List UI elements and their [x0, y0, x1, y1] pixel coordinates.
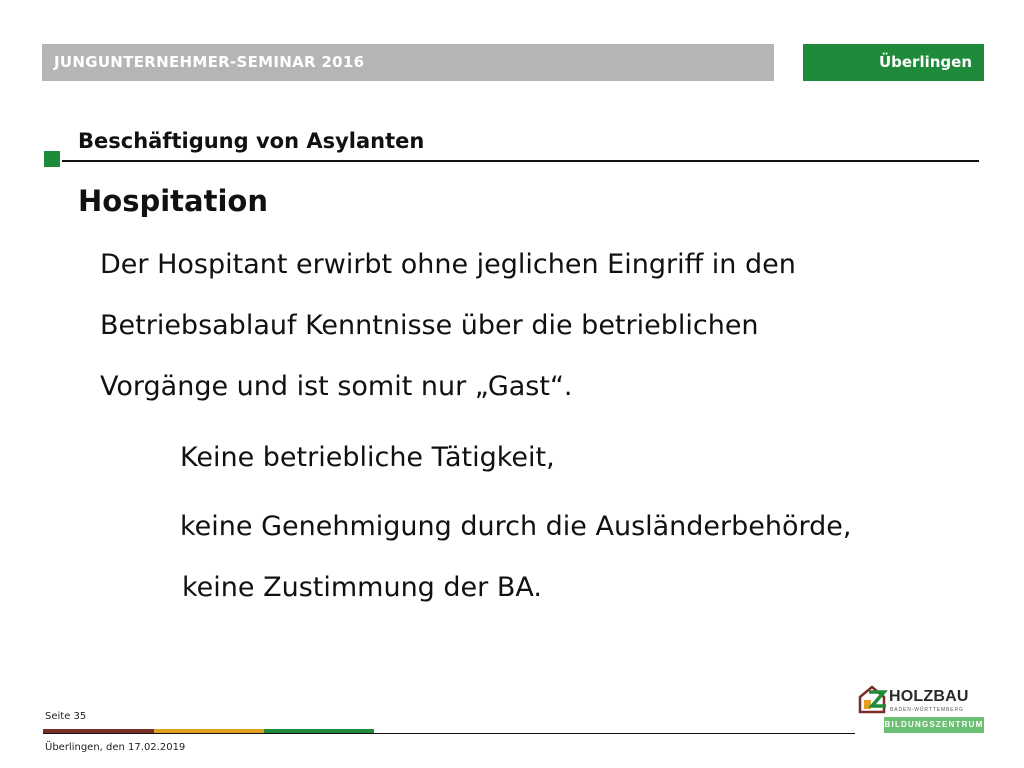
section-title: Beschäftigung von Asylanten: [78, 129, 425, 153]
point-line: Keine betriebliche Tätigkeit,: [180, 442, 555, 473]
point-line: keine Zustimmung der BA.: [182, 572, 542, 603]
house-z-logo-icon: [858, 684, 890, 714]
paragraph-line: Betriebsablauf Kenntnisse über die betrieblichen: [100, 310, 759, 341]
paragraph-line: Vorgänge und ist somit nur „Gast“.: [100, 371, 573, 402]
section-bullet-icon: [44, 151, 60, 167]
slide-heading: Hospitation: [78, 184, 268, 218]
logo-bar-text: BILDUNGSZENTRUM: [884, 720, 984, 729]
paragraph-line: Der Hospitant erwirbt ohne jeglichen Eingriff in den: [100, 249, 796, 280]
location-badge: [803, 44, 984, 81]
logo-subtitle: BADEN-WÜRTTEMBERG: [890, 707, 964, 713]
page-number: Seite 35: [45, 711, 87, 722]
section-divider: [62, 160, 979, 162]
seminar-title: JUNGUNTERNEHMER-SEMINAR 2016: [54, 53, 365, 71]
holzbau-logo: [858, 684, 986, 736]
footer-date: Überlingen, den 17.02.2019: [45, 742, 186, 753]
footer-divider: [43, 733, 855, 734]
header-bar: [42, 44, 774, 81]
point-line: keine Genehmigung durch die Ausländerbehörde,: [180, 511, 852, 542]
location-label: Überlingen: [878, 53, 972, 71]
logo-bar: [884, 717, 984, 733]
logo-wordmark: HOLZBAU: [889, 688, 969, 705]
